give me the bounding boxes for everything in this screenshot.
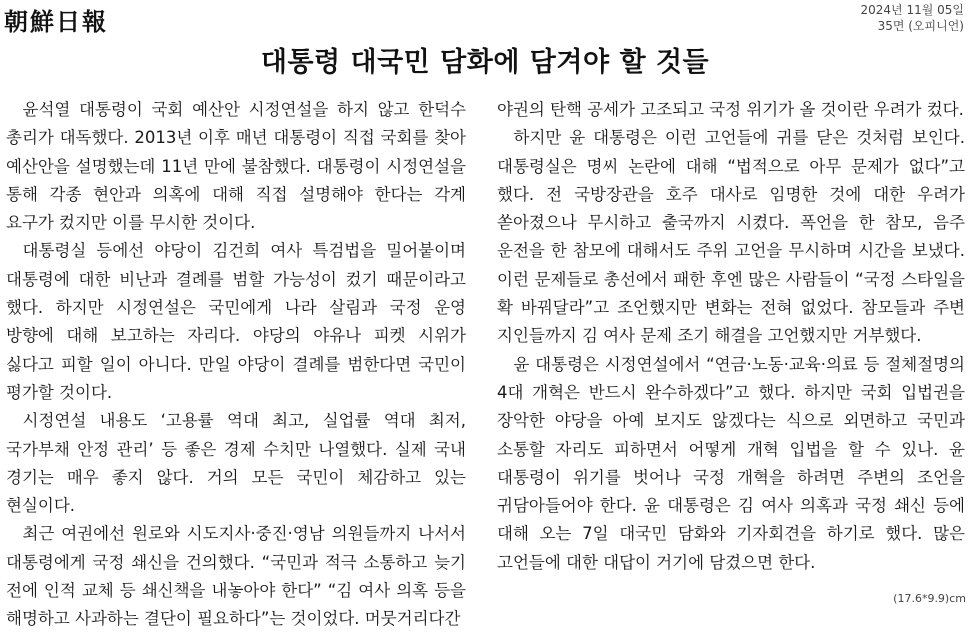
article-column-left bbox=[6, 96, 466, 634]
paragraph: 최근 여권에선 원로와 시도지사·중진·영남 의원들까지 나서서 대통령에게 국정 쇄신을 건의했다. “국민과 적극 소통하고 늦기 전에 인적 교체 등 쇄신책을 내놓아야 한다” “김 여사 의혹 등을 해명하고 사과하는 결단이 필요하다”는 것이었다. 머뭇거리다간 bbox=[6, 524, 466, 629]
publication-date: 2024년 11월 05일 bbox=[860, 3, 964, 17]
article-size-note: (17.6*9.9)cm bbox=[893, 592, 966, 605]
article-headline: 대통령 대국민 담화에 담겨야 할 것들 bbox=[260, 47, 710, 78]
paragraph: 윤 대통령은 시정연설에서 “연금·노동·교육·의료 등 절체절명의 4대 개혁은 반드시 완수하겠다”고 했다. 하지만 국회 입법권을 장악한 야당을 아예 보지도 않겠다는 식으로 외면하고 국민과 소통할 자리도 피하면서 어떻게 개혁 입법을 할 수 있나. 윤 대통령이 위기를 벗어나 국정 개혁을 하려면 주변의 조언을 귀담아들어야 한다. 윤 대통령은 김 여사 의혹과 국정 쇄신 등에 대해 오는 7일 대국민 담화와 기자회견을 하기로 했다. 많은 고언들에 대한 대답이 거기에 담겼으면 한다. bbox=[497, 354, 965, 572]
publication-meta bbox=[861, 2, 964, 34]
paragraph: 대통령실 등에선 야당이 김건희 여사 특검법을 밀어붙이며 대통령에 대한 비난과 결례를 범할 가능성이 컸기 때문이라고 했다. 하지만 시정연설은 국민에게 나라 살림과 국정 운영 방향에 대해 보고하는 자리다. 야당의 야유나 피켓 시위가 싫다고 피할 일이 아니다. 만일 야당이 결례를 범한다면 국민이 평가할 것이다. bbox=[6, 241, 466, 402]
paragraph: 하지만 윤 대통령은 이런 고언들에 귀를 닫은 것처럼 보인다. 대통령실은 명씨 논란에 대해 “법적으로 아무 문제가 없다”고 했다. 전 국방장관을 호주 대사로 임명한 것에 대한 우려가 쏟아졌으나 무시하고 출국까지 시켰다. 폭언을 한 참모, 음주 운전을 한 참모에 대해서도 주위 고언을 무시하며 시간을 보냈다. 이런 문제들로 총선에서 패한 후엔 많은 사람들이 “국정 스타일을 확 바꿔달라”고 조언했지만 변화는 전혀 없었다. 참모들과 주변 지인들까지 김 여사 문제 조기 해결을 고언했지만 거부했다. bbox=[497, 128, 965, 346]
paragraph-continuation: 야권의 탄핵 공세가 고조되고 국정 위기가 올 것이란 우려가 컸다. bbox=[497, 100, 964, 119]
paragraph: 윤석열 대통령이 국회 예산안 시정연설을 하지 않고 한덕수 총리가 대독했다. 2013년 이후 매년 대통령이 직접 국회를 찾아 예산안을 설명했는데 11년 만에 불참했다. 대통령이 시정연설을 통해 각종 현안과 의혹에 대해 직접 설명해야 한다는 각계 요구가 컸지만 이를 무시한 것이다. bbox=[6, 100, 466, 233]
page-section: 35면 (오피니언) bbox=[877, 19, 964, 33]
newspaper-logo: 朝鮮日報 bbox=[4, 7, 108, 36]
article-column-right bbox=[497, 96, 965, 577]
paragraph: 시정연설 내용도 ‘고용률 역대 최고, 실업률 역대 최저, 국가부채 안정 관리’ 등 좋은 경제 수치만 나열했다. 실제 국내 경기는 매우 좋지 않다. 거의 모든 국민이 체감하고 있는 현실이다. bbox=[6, 411, 466, 516]
